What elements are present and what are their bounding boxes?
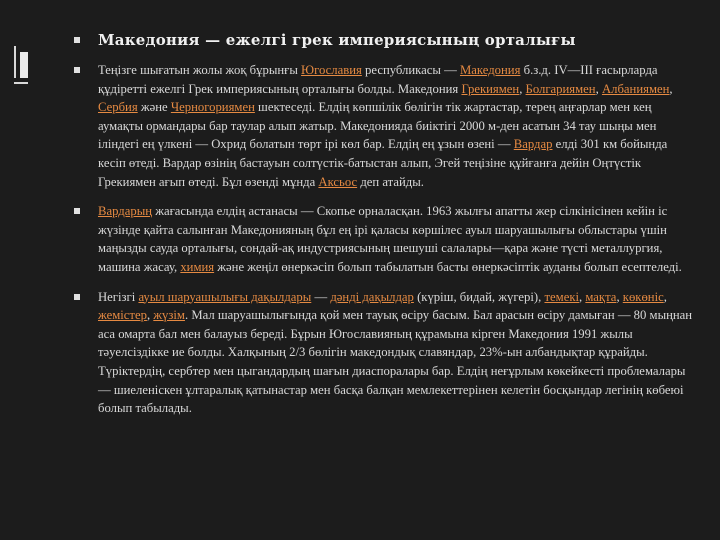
text: жағасында елдің астанасы — Скопье орналасқан. 1963 жылғы апатты жер сілкінісінен кейін іс жүзінде қайта салынған Македонияның бұл ең ірі қаласы көршілес ауыл шаруашылығы облыстары үшін маңызды сауда орталығы, сондай-ақ индустриясының шешуші салалары—қара және түсті металлургия, машина жасау,	[98, 204, 668, 274]
text: республикасы —	[361, 63, 460, 77]
link-yugoslavia[interactable]: Югославия	[301, 63, 362, 77]
text: (күріш, бидай, жүгері),	[413, 289, 545, 304]
link-montenegro[interactable]: Черногориямен	[170, 100, 255, 115]
link-grapes[interactable]: жүзім	[153, 308, 185, 323]
text: Теңізге шығатын жолы жоқ бұрынғы	[98, 63, 302, 77]
link-bulgaria[interactable]: Болгариямен	[525, 81, 596, 96]
text: ,	[595, 81, 602, 96]
text: шектеседі. Елдің көпшілік бөлігін тік жартастар, терең аңғарлар мен кең аумақты ормандары бар таулар алып жатыр. Македонияда биіктігі 2000 м-ден асатын 34 тау шыңы мен іліндегі ең үлкені — Охрид болатын төрт ірі көл бар. Елдің ең ұзын өзені —	[98, 100, 657, 152]
link-macedonia[interactable]: Македония	[459, 63, 521, 77]
corner-decoration-line	[14, 82, 28, 84]
square-bullet-icon	[74, 208, 80, 214]
paragraph-geography	[74, 61, 694, 191]
text: ,	[519, 81, 526, 96]
link-vardar[interactable]: Вардар	[513, 137, 553, 152]
slide-content	[74, 27, 694, 429]
square-bullet-icon	[74, 67, 80, 73]
text: б.з.д. IV—III ғасырларда құдіретті ежелгі Грек империясының орталығы болды. Македония	[98, 63, 658, 96]
link-grain-crops[interactable]: дәнді дақылдар	[330, 289, 414, 304]
link-vardar-bank[interactable]: Вардарың	[98, 204, 153, 219]
text: ,	[669, 81, 673, 96]
text: ,	[616, 289, 623, 304]
paragraph-agriculture	[74, 288, 694, 418]
link-cotton[interactable]: мақта	[585, 289, 617, 304]
text: және жеңіл өнеркәсіп болып табылатын басты өнеркәсіптік ауданы болып есептеледі.	[214, 259, 682, 274]
slide-title	[74, 27, 694, 53]
text: ,	[146, 308, 154, 323]
square-bullet-icon	[74, 37, 80, 43]
link-serbia[interactable]: Сербия	[98, 100, 138, 115]
corner-decoration-block	[20, 52, 28, 78]
link-vegetables[interactable]: көкөніс	[622, 289, 664, 304]
paragraph-capital	[74, 202, 694, 276]
text: . Мал шаруашылығында қой мен тауық өсіру басым. Бал арасын өсіру дамыған — 80 мыңнан аса омарта бал мен балауыз береді. Бұрын Югославияның құрамына кірген Македония 1991 жылы тәуелсіздікке ие болды. Халқының 2/3 бөлігін македондық славяндар, 23%-ын албандықтар құрайды. Түріктердің, сербтер мен цыгандардың шағын диаспоралары бар. Елдің неғұрлым көкейкесті проблемалары — шиеленіскен ұлтаралық қатынастар мен басқа балқан мемлекеттерінен келетін босқындар легінің көбеюі болып табылады.	[98, 308, 693, 416]
link-greece[interactable]: Грекиямен	[461, 81, 520, 96]
link-fruits[interactable]: жемістер	[98, 308, 147, 323]
text: Негізгі	[98, 289, 139, 304]
link-aksios[interactable]: Аксьос	[318, 174, 358, 189]
text: және	[137, 100, 171, 115]
title-text: Македония — ежелгі грек империясының орталығы	[98, 31, 576, 49]
text: ,	[579, 289, 586, 304]
link-albania[interactable]: Албаниямен	[601, 81, 670, 96]
square-bullet-icon	[74, 294, 80, 300]
link-agricultural-crops[interactable]: ауыл шаруашылығы дақылдары	[138, 289, 312, 304]
link-chemistry[interactable]: химия	[180, 259, 215, 274]
text: деп атайды.	[357, 174, 424, 189]
text: елді 301 км бойында кесіп өтеді. Вардар өзінің бастауын солтүстік-батыстан алып, Эгей теңізіне құйғанға дейін Оңтүстік Грекиямен ағып өтеді. Бұл өзенді мұнда	[98, 137, 668, 189]
text: ,	[663, 289, 667, 304]
link-tobacco[interactable]: темекі	[544, 289, 580, 304]
corner-decoration	[14, 46, 16, 78]
text: —	[311, 289, 331, 304]
